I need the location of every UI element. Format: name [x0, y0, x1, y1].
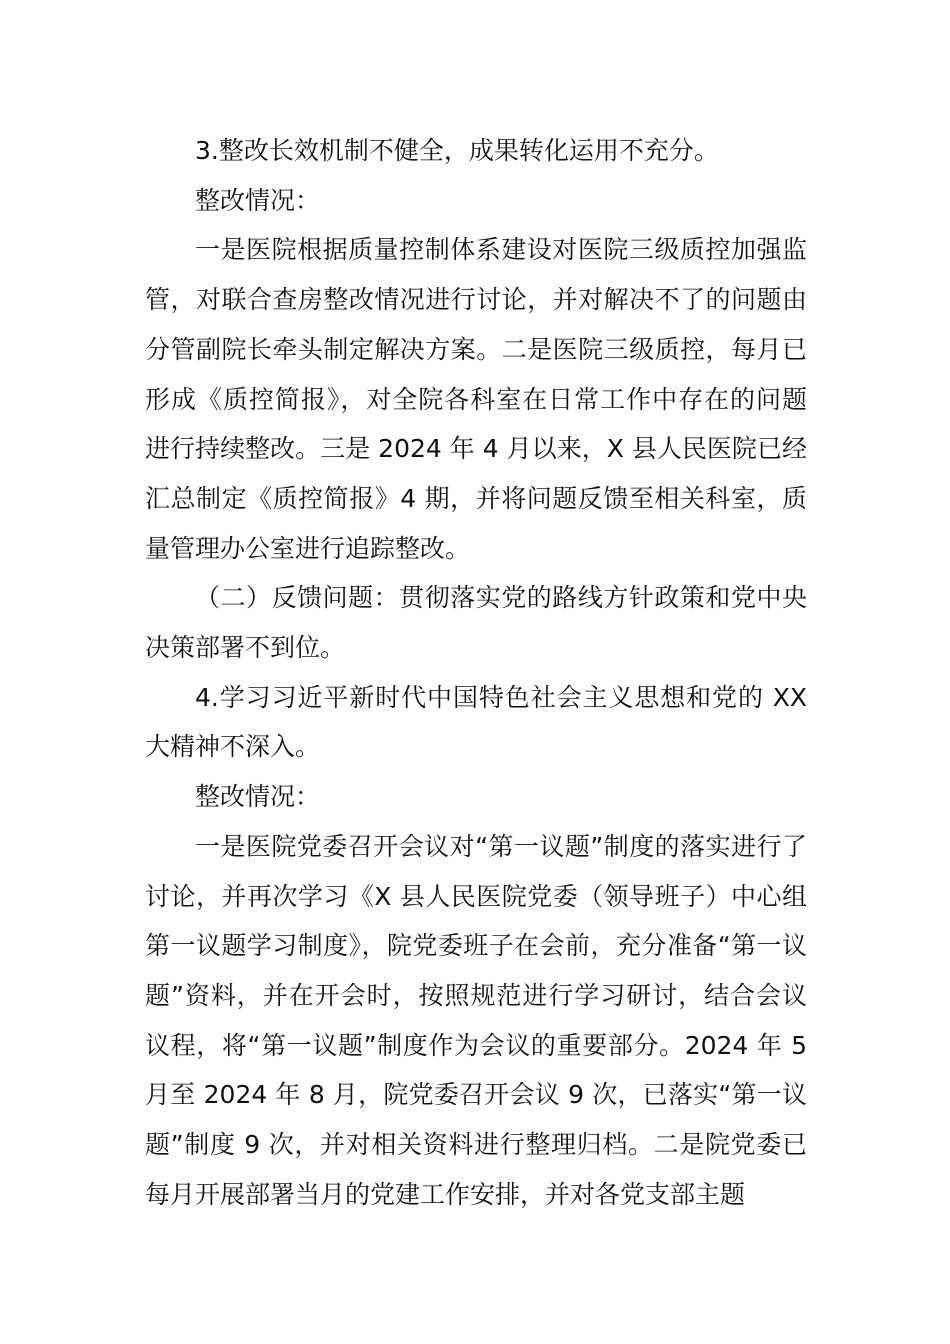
feedback-issue-heading-2: （二）反馈问题：贯彻落实党的路线方针政策和党中央决策部署不到位。 [145, 583, 807, 663]
rectification-paragraph-1: 一是医院根据质量控制体系建设对医院三级质控加强监管，对联合查房整改情况进行讨论，并对解决不了的问题由分管副院长牵头制定解决方案。二是医院三级质控，每月已形成《质控简报》，对全院各科室在日常工作中存在的问题进行持续整改。三是 2024 年 4 月以来，X 县人民医院已经汇总制定《质控简报》4 期，并将问题反馈至相关科室，质量管理办公室进行追踪整改。 [145, 235, 807, 563]
rectification-label-2: 整改情况： [195, 782, 321, 812]
document-body [145, 126, 815, 1219]
issue-4-heading: 4.学习习近平新时代中国特色社会主义思想和党的 XX 大精神不深入。 [145, 682, 815, 762]
issue-3-heading: 3.整改长效机制不健全，成果转化运用不充分。 [195, 136, 719, 165]
rectification-label-1: 整改情况： [195, 185, 321, 215]
rectification-paragraph-2: 一是医院党委召开会议对“第一议题”制度的落实进行了讨论，并再次学习《X 县人民医院党委（领导班子）中心组第一议题学习制度》，院党委班子在会前，充分准备“第一议题”资料，并在开会时，按照规范进行学习研讨，结合会议议程，将“第一议题”制度作为会议的重要部分。2024 年 5 月至 2024 年 8 月，院党委召开会议 9 次，已落实“第一议题”制度 9 次，并对相关资料进行整理归档。二是院党委已每月开展部署当月的党建工作安排，并对各党支部主题 [145, 831, 815, 1209]
